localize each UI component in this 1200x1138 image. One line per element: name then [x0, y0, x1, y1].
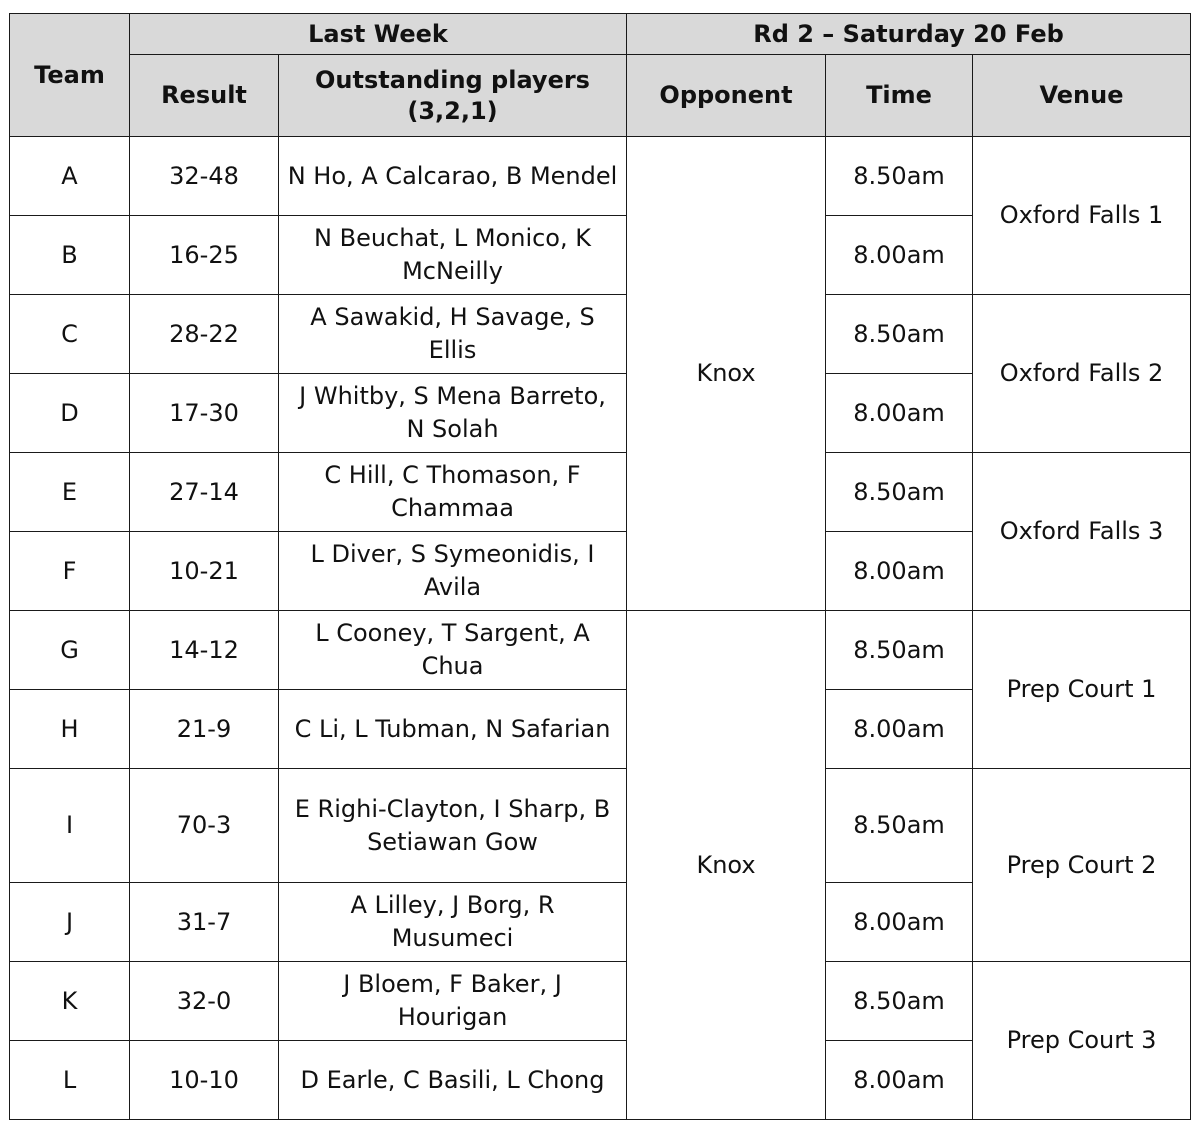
- players-cell: L Cooney, T Sargent, A Chua: [279, 611, 627, 690]
- result-cell: 16-25: [130, 216, 279, 295]
- result-cell: 32-0: [130, 962, 279, 1041]
- venue-cell: Prep Court 3: [973, 962, 1191, 1120]
- time-cell: 8.00am: [826, 883, 973, 962]
- venue-cell: Oxford Falls 3: [973, 453, 1191, 611]
- players-header: Outstanding players (3,2,1): [279, 55, 627, 137]
- schedule-table: [9, 13, 1191, 1120]
- result-cell: 10-21: [130, 532, 279, 611]
- table-row: [10, 962, 1191, 1041]
- time-cell: 8.50am: [826, 453, 973, 532]
- players-cell: D Earle, C Basili, L Chong: [279, 1041, 627, 1120]
- players-cell: J Bloem, F Baker, J Hourigan: [279, 962, 627, 1041]
- team-cell: L: [10, 1041, 130, 1120]
- time-cell: 8.50am: [826, 611, 973, 690]
- players-cell: J Whitby, S Mena Barreto, N Solah: [279, 374, 627, 453]
- team-cell: C: [10, 295, 130, 374]
- players-cell: C Li, L Tubman, N Safarian: [279, 690, 627, 769]
- team-cell: G: [10, 611, 130, 690]
- time-cell: 8.50am: [826, 769, 973, 883]
- venue-header: Venue: [973, 55, 1191, 137]
- venue-cell: Oxford Falls 1: [973, 137, 1191, 295]
- players-cell: E Righi-Clayton, I Sharp, B Setiawan Gow: [279, 769, 627, 883]
- result-cell: 10-10: [130, 1041, 279, 1120]
- result-header: Result: [130, 55, 279, 137]
- time-cell: 8.00am: [826, 690, 973, 769]
- result-cell: 27-14: [130, 453, 279, 532]
- result-cell: 14-12: [130, 611, 279, 690]
- players-cell: C Hill, C Thomason, F Chammaa: [279, 453, 627, 532]
- last-week-header: Last Week: [130, 14, 627, 55]
- team-header: Team: [10, 14, 130, 137]
- result-cell: 28-22: [130, 295, 279, 374]
- opponent-header: Opponent: [627, 55, 826, 137]
- time-cell: 8.00am: [826, 1041, 973, 1120]
- time-header: Time: [826, 55, 973, 137]
- header-row-top: [10, 14, 1191, 55]
- players-cell: A Lilley, J Borg, R Musumeci: [279, 883, 627, 962]
- table-row: [10, 769, 1191, 883]
- team-cell: H: [10, 690, 130, 769]
- team-cell: E: [10, 453, 130, 532]
- table-row: [10, 453, 1191, 532]
- time-cell: 8.50am: [826, 137, 973, 216]
- result-cell: 32-48: [130, 137, 279, 216]
- table-row: [10, 137, 1191, 216]
- time-cell: 8.50am: [826, 295, 973, 374]
- result-cell: 17-30: [130, 374, 279, 453]
- venue-cell: Oxford Falls 2: [973, 295, 1191, 453]
- team-cell: B: [10, 216, 130, 295]
- result-cell: 70-3: [130, 769, 279, 883]
- table-row: [10, 295, 1191, 374]
- players-cell: N Beuchat, L Monico, K McNeilly: [279, 216, 627, 295]
- venue-cell: Prep Court 2: [973, 769, 1191, 962]
- round-header: Rd 2 – Saturday 20 Feb: [627, 14, 1191, 55]
- venue-cell: Prep Court 1: [973, 611, 1191, 769]
- header-row-sub: [10, 55, 1191, 137]
- table-row: [10, 611, 1191, 690]
- result-cell: 21-9: [130, 690, 279, 769]
- time-cell: 8.00am: [826, 374, 973, 453]
- opponent-cell: Knox: [627, 137, 826, 611]
- players-cell: L Diver, S Symeonidis, I Avila: [279, 532, 627, 611]
- time-cell: 8.00am: [826, 216, 973, 295]
- team-cell: A: [10, 137, 130, 216]
- players-cell: A Sawakid, H Savage, S Ellis: [279, 295, 627, 374]
- opponent-cell: Knox: [627, 611, 826, 1120]
- team-cell: F: [10, 532, 130, 611]
- team-cell: D: [10, 374, 130, 453]
- team-cell: J: [10, 883, 130, 962]
- time-cell: 8.50am: [826, 962, 973, 1041]
- players-cell: N Ho, A Calcarao, B Mendel: [279, 137, 627, 216]
- team-cell: K: [10, 962, 130, 1041]
- team-cell: I: [10, 769, 130, 883]
- result-cell: 31-7: [130, 883, 279, 962]
- time-cell: 8.00am: [826, 532, 973, 611]
